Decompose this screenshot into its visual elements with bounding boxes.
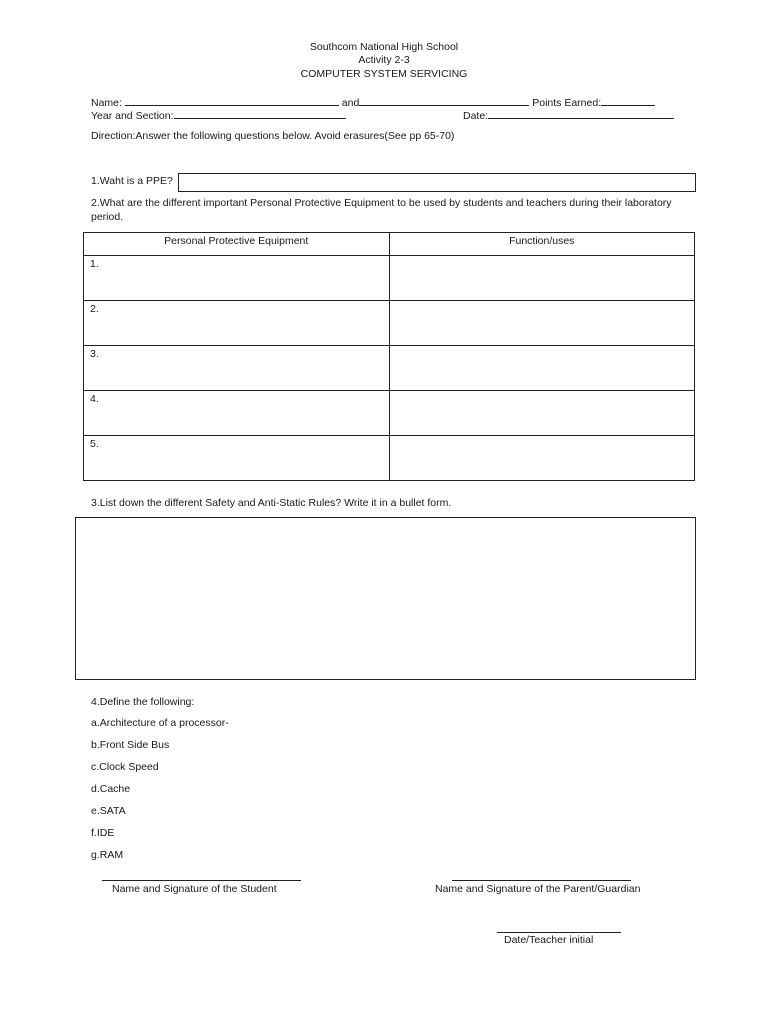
- table-row: [84, 391, 695, 436]
- table-header-row: [84, 233, 695, 256]
- parent-signature-line[interactable]: [452, 880, 631, 881]
- function-cell[interactable]: [389, 346, 695, 391]
- subject-title: COMPUTER SYSTEM SERVICING: [300, 68, 468, 80]
- name-label: Name:: [91, 97, 122, 109]
- function-cell[interactable]: [389, 391, 695, 436]
- table-row: [84, 256, 695, 301]
- year-section-row: [91, 108, 346, 122]
- name-row: [91, 95, 655, 109]
- question-1-label: 1.Waht is a PPE?: [91, 175, 173, 187]
- table-row: [84, 436, 695, 481]
- points-field[interactable]: [601, 95, 655, 106]
- question-1-answer-box[interactable]: [178, 173, 696, 192]
- define-item: b.Front Side Bus: [91, 739, 170, 751]
- school-name: Southcom National High School: [309, 41, 459, 53]
- ppe-cell[interactable]: 5.: [84, 436, 390, 481]
- student-signature-label: Name and Signature of the Student: [112, 883, 277, 895]
- ppe-table: [83, 232, 695, 481]
- question-4-title: 4.Define the following:: [91, 696, 195, 708]
- ppe-cell[interactable]: 1.: [84, 256, 390, 301]
- define-item: a.Architecture of a processor-: [91, 717, 229, 729]
- teacher-initial-label: Date/Teacher initial: [504, 934, 594, 946]
- partner-name-field[interactable]: [359, 95, 529, 106]
- and-label: and: [341, 97, 360, 109]
- define-item: d.Cache: [91, 783, 131, 795]
- define-item: c.Clock Speed: [91, 761, 159, 773]
- date-row: [463, 108, 674, 122]
- define-item: g.RAM: [91, 849, 124, 861]
- ppe-cell[interactable]: 2.: [84, 301, 390, 346]
- table-row: [84, 346, 695, 391]
- points-label: Points Earned:: [532, 97, 602, 109]
- activity-title: Activity 2-3: [358, 54, 410, 66]
- question-2-text: 2.What are the different important Personal Protective Equipment to be used by students and teachers during their laboratory period.: [91, 197, 672, 223]
- table-header-ppe: Personal Protective Equipment: [84, 233, 390, 256]
- function-cell[interactable]: [389, 436, 695, 481]
- ppe-cell[interactable]: 4.: [84, 391, 390, 436]
- question-3-text: 3.List down the different Safety and Anti-Static Rules? Write it in a bullet form.: [91, 497, 452, 509]
- parent-signature-label: Name and Signature of the Parent/Guardian: [435, 883, 641, 895]
- define-item: e.SATA: [91, 805, 126, 817]
- year-section-label: Year and Section:: [91, 110, 174, 122]
- direction-text: Direction:Answer the following questions below. Avoid erasures(See pp 65-70): [91, 130, 455, 142]
- date-field[interactable]: [488, 108, 674, 119]
- define-item: f.IDE: [91, 827, 115, 839]
- teacher-initial-line[interactable]: [497, 932, 621, 933]
- date-label: Date:: [463, 110, 489, 122]
- student-signature-line[interactable]: [102, 880, 301, 881]
- table-row: [84, 301, 695, 346]
- ppe-cell[interactable]: 3.: [84, 346, 390, 391]
- year-section-field[interactable]: [174, 108, 346, 119]
- name-field[interactable]: [125, 95, 339, 106]
- question-3-answer-box[interactable]: [75, 517, 696, 680]
- function-cell[interactable]: [389, 256, 695, 301]
- function-cell[interactable]: [389, 301, 695, 346]
- table-header-function: Function/uses: [389, 233, 695, 256]
